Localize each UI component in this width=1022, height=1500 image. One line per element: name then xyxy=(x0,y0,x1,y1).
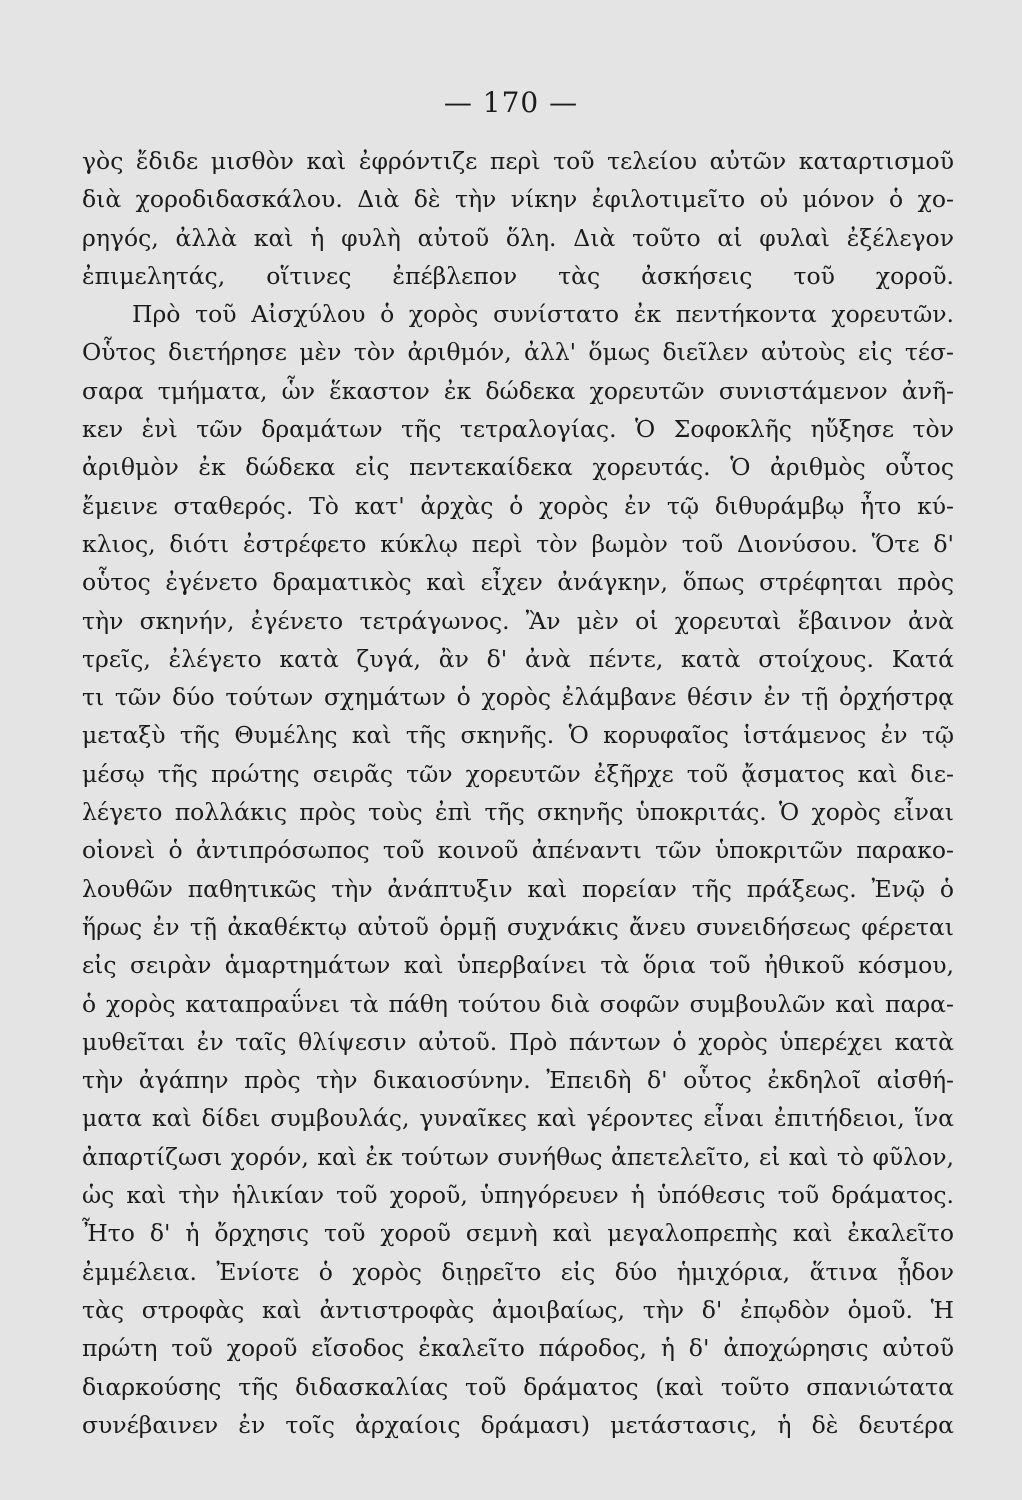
text-line: ρηγός, ἀλλὰ καὶ ἡ φυλὴ αὐτοῦ ὅλη. Διὰ τοῦτο αἱ φυλαὶ ἐξέλεγον xyxy=(82,223,954,252)
text-line: εἰς σειρὰν ἁμαρτημάτων καὶ ὑπερβαίνει τὰ ὅρια τοῦ ἠθικοῦ κόσμου, xyxy=(82,951,954,980)
text-line: ματα καὶ δίδει συμβουλάς, γυναῖκες καὶ γέροντες εἶναι ἐπιτήδειοι, ἵνα xyxy=(82,1104,954,1133)
body-text xyxy=(82,142,954,1444)
text-line: μυθεῖται ἐν ταῖς θλίψεσιν αὐτοῦ. Πρὸ πάντων ὁ χορὸς ὑπερέχει κατὰ xyxy=(82,1027,954,1056)
text-line: ἀριθμὸν ἐκ δώδεκα εἰς πεντεκαίδεκα χορευτάς. Ὁ ἀριθμὸς οὗτος xyxy=(82,453,954,482)
text-line: Ἦτο δ' ἡ ὄρχησις τοῦ χοροῦ σεμνὴ καὶ μεγαλοπρεπὴς καὶ ἐκαλεῖτο xyxy=(82,1219,954,1248)
text-line: τὴν σκηνήν, ἐγένετο τετράγωνος. Ἂν μὲν οἱ χορευταὶ ἔβαινον ἀνὰ xyxy=(82,606,954,635)
text-line: τι τῶν δύο τούτων σχημάτων ὁ χορὸς ἐλάμβανε θέσιν ἐν τῇ ὀρχήστρᾳ xyxy=(82,683,954,712)
text-line: τὴν ἀγάπην πρὸς τὴν δικαιοσύνην. Ἐπειδὴ δ' οὗτος ἐκδηλοῖ αἰσθή- xyxy=(82,1066,954,1095)
text-line: λέγετο πολλάκις πρὸς τοὺς ἐπὶ τῆς σκηνῆς ὑποκριτάς. Ὁ χορὸς εἶναι xyxy=(82,798,954,827)
text-line: σαρα τμήματα, ὧν ἕκαστον ἐκ δώδεκα χορευτῶν συνιστάμενον ἀνῆ- xyxy=(82,376,954,405)
text-line: ἐπιμελητάς, οἵτινες ἐπέβλεπον τὰς ἀσκήσεις τοῦ χοροῦ. xyxy=(82,261,954,290)
text-line: ὡς καὶ τὴν ἡλικίαν τοῦ χοροῦ, ὑπηγόρευεν ἡ ὑπόθεσις τοῦ δράματος. xyxy=(82,1181,954,1210)
text-line: μεταξὺ τῆς Θυμέλης καὶ τῆς σκηνῆς. Ὁ κορυφαῖος ἱστάμενος ἐν τῷ xyxy=(82,721,954,750)
text-line: συνέβαινεν ἐν τοῖς ἀρχαίοις δράμασι) μετάστασις, ἡ δὲ δευτέρα xyxy=(82,1410,954,1439)
text-line: διὰ χοροδιδασκάλου. Διὰ δὲ τὴν νίκην ἐφιλοτιμεῖτο οὐ μόνον ὁ χο- xyxy=(82,185,954,214)
text-line: μέσῳ τῆς πρώτης σειρᾶς τῶν χορευτῶν ἐξῆρχε τοῦ ᾄσματος καὶ διε- xyxy=(82,759,954,788)
text-line: τρεῖς, ἐλέγετο κατὰ ζυγά, ἂν δ' ἀνὰ πέντε, κατὰ στοίχους. Κατά xyxy=(82,644,954,673)
text-line: λουθῶν παθητικῶς τὴν ἀνάπτυξιν καὶ πορείαν τῆς πράξεως. Ἐνῷ ὁ xyxy=(82,874,954,903)
text-line: ἔμεινε σταθερός. Τὸ κατ' ἀρχὰς ὁ χορὸς ἐν τῷ διθυράμβῳ ἦτο κύ- xyxy=(82,491,954,520)
text-line: Πρὸ τοῦ Αἰσχύλου ὁ χορὸς συνίστατο ἐκ πεντήκοντα χορευτῶν. xyxy=(132,300,954,329)
page-number: — 170 — xyxy=(443,86,579,119)
text-line: ἐμμέλεια. Ἐνίοτε ὁ χορὸς διῃρεῖτο εἰς δύο ἡμιχόρια, ἅτινα ᾖδον xyxy=(82,1257,954,1286)
text-line: τὰς στροφὰς καὶ ἀντιστροφὰς ἀμοιβαίως, τὴν δ' ἐπῳδὸν ὁμοῦ. Ἡ xyxy=(82,1295,954,1324)
text-line: κεν ἑνὶ τῶν δραμάτων τῆς τετραλογίας. Ὁ Σοφοκλῆς ηὔξησε τὸν xyxy=(82,415,954,444)
text-line: διαρκούσης τῆς διδασκαλίας τοῦ δράματος (καὶ τοῦτο σπανιώτατα xyxy=(82,1372,954,1401)
text-line: κλιος, διότι ἐστρέφετο κύκλῳ περὶ τὸν βωμὸν τοῦ Διονύσου. Ὅτε δ' xyxy=(82,529,954,558)
text-line: οὗτος ἐγένετο δραματικὸς καὶ εἶχεν ἀνάγκην, ὅπως στρέφηται πρὸς xyxy=(82,568,954,597)
text-line: πρώτη τοῦ χοροῦ εἴσοδος ἐκαλεῖτο πάροδος, ἡ δ' ἀποχώρησις αὐτοῦ xyxy=(82,1334,954,1363)
text-line: οἱονεὶ ὁ ἀντιπρόσωπος τοῦ κοινοῦ ἀπέναντι τῶν ὑποκριτῶν παρακο- xyxy=(82,836,954,865)
text-line: ἀπαρτίζωσι χορόν, καὶ ἐκ τούτων συνήθως ἀπετελεῖτο, εἰ καὶ τὸ φῦλον, xyxy=(82,1142,954,1171)
text-line: ὁ χορὸς καταπραΰνει τὰ πάθη τούτου διὰ σοφῶν συμβουλῶν καὶ παρα- xyxy=(82,989,954,1018)
text-line: Οὗτος διετήρησε μὲν τὸν ἀριθμόν, ἀλλ' ὅμως διεῖλεν αὐτοὺς εἰς τέσ- xyxy=(82,338,954,367)
text-line: γὸς ἔδιδε μισθὸν καὶ ἐφρόντιζε περὶ τοῦ τελείου αὐτῶν καταρτισμοῦ xyxy=(82,147,954,175)
text-line: ἥρως ἐν τῇ ἀκαθέκτῳ αὐτοῦ ὁρμῇ συχνάκις ἄνευ συνειδήσεως φέρεται xyxy=(82,912,954,941)
